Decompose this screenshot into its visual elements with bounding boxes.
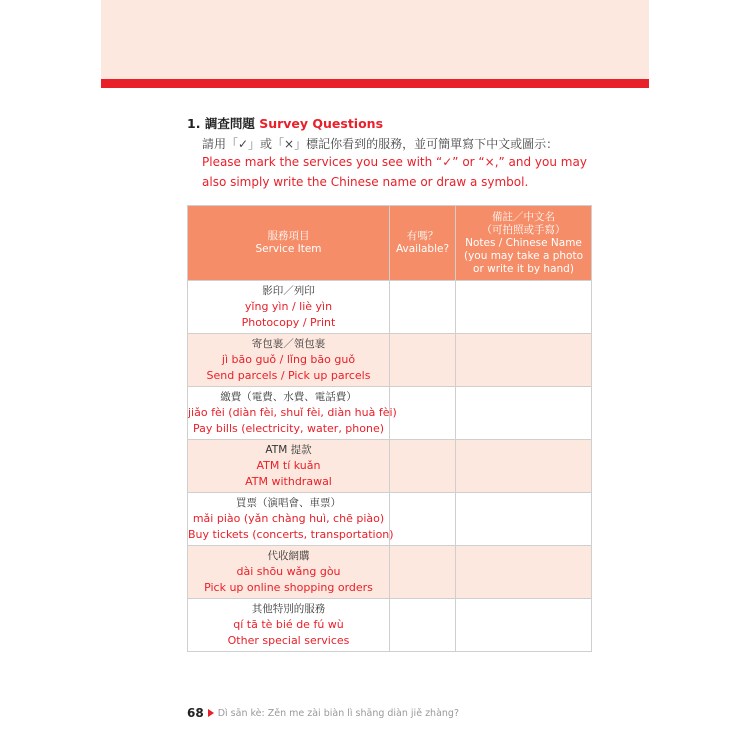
- available-cell[interactable]: [390, 334, 456, 387]
- top-decorative-band: [101, 0, 649, 79]
- service-cell: [188, 599, 390, 652]
- service-name-zh: 其他特別的服務: [251, 603, 326, 615]
- service-pinyin: yǐng yìn / liè yìn: [244, 300, 333, 313]
- service-name-en: Send parcels / Pick up parcels: [206, 369, 371, 382]
- header-available-en: Available?: [395, 243, 450, 255]
- table-row: [188, 334, 592, 387]
- notes-cell[interactable]: [456, 599, 592, 652]
- service-name-zh: 影印／列印: [262, 285, 315, 297]
- table-row: [188, 440, 592, 493]
- header-notes-en-2: (you may take a photo: [463, 249, 584, 262]
- notes-cell[interactable]: [456, 387, 592, 440]
- header-notes-en-1: Notes / Chinese Name: [465, 236, 582, 249]
- service-cell: [188, 493, 394, 546]
- service-name-en: Pay bills (electricity, water, phone): [192, 422, 385, 435]
- available-cell[interactable]: [390, 493, 456, 546]
- header-notes: [456, 206, 592, 281]
- service-pinyin: ATM tí kuǎn: [256, 459, 321, 472]
- service-pinyin: jiǎo fèi (diàn fèi, shuǐ fèi, diàn huà fèi): [188, 406, 397, 419]
- service-pinyin: qí tā tè bié de fú wù: [233, 618, 344, 631]
- service-cell: [188, 387, 397, 440]
- triangle-arrow-icon: [208, 709, 214, 717]
- available-cell[interactable]: [390, 387, 456, 440]
- service-cell: [188, 281, 390, 334]
- table-row: [188, 387, 592, 440]
- available-cell[interactable]: [390, 281, 456, 334]
- survey-table: [187, 205, 592, 652]
- section-title: [187, 114, 383, 132]
- service-cell: [188, 546, 390, 599]
- section-title-en: Survey Questions: [259, 116, 384, 131]
- page-number: 68: [187, 706, 204, 720]
- header-notes-en-3: or write it by hand): [473, 262, 574, 275]
- service-name-zh: 代收網購: [267, 550, 310, 562]
- section-title-zh: 調查問題: [204, 116, 255, 131]
- notes-cell[interactable]: [456, 281, 592, 334]
- service-pinyin: mǎi piào (yǎn chàng huì, chē piào): [192, 512, 385, 525]
- header-available-zh: 有嗎？: [406, 230, 439, 242]
- service-pinyin: dài shōu wǎng gòu: [236, 565, 341, 578]
- available-cell[interactable]: [390, 599, 456, 652]
- service-name-en: Other special services: [227, 634, 350, 647]
- header-service-item: [188, 206, 390, 281]
- available-cell[interactable]: [390, 440, 456, 493]
- service-name-en: Buy tickets (concerts, transportation): [188, 528, 394, 541]
- header-available: [390, 206, 456, 281]
- page-footer: [187, 706, 459, 720]
- available-cell[interactable]: [390, 546, 456, 599]
- service-name-zh: 買票（演唱會、車票）: [236, 497, 341, 509]
- header-service-zh: 服務項目: [267, 230, 310, 242]
- service-name-en: Photocopy / Print: [241, 316, 336, 329]
- table-row: [188, 599, 592, 652]
- service-name-zh: ATM 提款: [265, 444, 312, 456]
- service-name-en: Pick up online shopping orders: [204, 581, 373, 594]
- running-title: Dì sān kè: Zěn me zài biàn lì shāng diàn jiě zhàng?: [217, 707, 459, 719]
- instruction-english-line-2: also simply write the Chinese name or draw a symbol.: [202, 175, 529, 189]
- table-header-row: [188, 206, 592, 281]
- notes-cell[interactable]: [456, 440, 592, 493]
- header-notes-zh-1: 備註／中文名: [492, 210, 555, 223]
- service-name-en: ATM withdrawal: [245, 475, 332, 488]
- service-pinyin: jì bāo guǒ / lǐng bāo guǒ: [221, 353, 356, 366]
- red-divider-bar: [101, 79, 649, 88]
- notes-cell[interactable]: [456, 546, 592, 599]
- table-row: [188, 493, 592, 546]
- service-name-zh: 寄包裹／領包裹: [251, 338, 326, 350]
- table-row: [188, 281, 592, 334]
- service-cell: [188, 440, 390, 493]
- section-number: 1.: [187, 116, 201, 131]
- instruction-chinese: 請用「✓」或「×」標記你看到的服務，並可簡單寫下中文或圖示：: [202, 137, 559, 151]
- table-row: [188, 546, 592, 599]
- instruction-english-line-1: Please mark the services you see with “✓” or “×,” and you may: [202, 155, 587, 169]
- header-service-en: Service Item: [255, 243, 322, 255]
- service-cell: [188, 334, 390, 387]
- header-notes-zh-2: （可拍照或手寫）: [481, 223, 566, 236]
- notes-cell[interactable]: [456, 493, 592, 546]
- service-name-zh: 繳費（電費、水費、電話費）: [220, 391, 357, 403]
- notes-cell[interactable]: [456, 334, 592, 387]
